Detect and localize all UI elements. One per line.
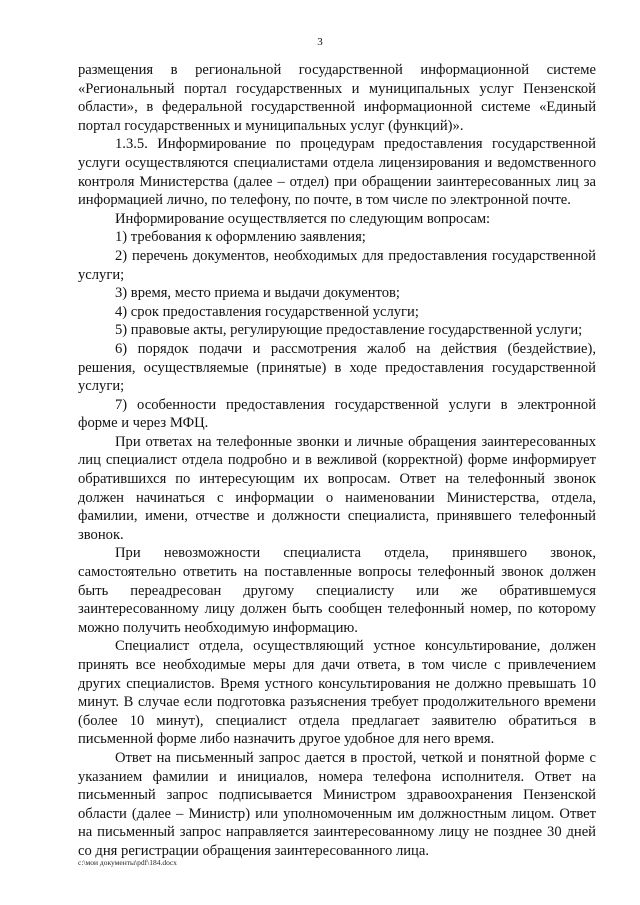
list-item-1: 1) требования к оформлению заявления;: [115, 229, 366, 246]
paragraph-redirect: При невозможности специалиста отдела, принявшего звонок, самостоятельно ответить на поставленные вопросы телефонный звонок должен быть переадресован другому специалисту или же обратившемуся заинтересованному лицу должен быть сообщен телефонный номер, по которому можно получить необходимую информацию.: [78, 545, 596, 636]
paragraph-questions-intro: Информирование осуществляется по следующим вопросам:: [115, 210, 491, 227]
list-item-5: 5) правовые акты, регулирующие предоставление государственной услуги;: [115, 322, 583, 339]
paragraph-phone-calls: При ответах на телефонные звонки и личные обращения заинтересованных лиц специалист отдела подробно и в вежливой (корректной) форме информирует обратившихся по интересующим их вопросам. Ответ на телефонный звонок должен начинаться с информации о наименовании Министерства, отдела, фамилии, имени, отчестве и должности специалиста, принявшего телефонный звонок.: [78, 433, 596, 543]
document-body: [78, 61, 596, 861]
paragraph-1-3-5: 1.3.5. Информирование по процедурам предоставления государственной услуги осуществляются специалистами отдела лицензирования и ведомственного контроля Министерства (далее – отдел) при обращении заинтересованных лиц за информацией лично, по телефону, по почте, в том числе по электронной почте.: [78, 136, 596, 209]
page-number: 3: [317, 36, 323, 48]
footer-file-path: с:\мои документы\pdf\184.docx: [78, 858, 177, 867]
paragraph-continuation: размещения в региональной государственной информационной системе «Региональный портал государственных и муниципальных услуг Пензенской области», в федеральной государственной информационной системе «Единый портал государственных и муниципальных услуг (функций)».: [78, 62, 596, 134]
paragraph-written-request: Ответ на письменный запрос дается в простой, четкой и понятной форме с указанием фамилии и инициалов, номера телефона исполнителя. Ответ на письменный запрос подписывается Министром здравоохранения Пензенской области (далее – Министр) или уполномоченным им должностным лицом. Ответ на письменный запрос направляется заинтересованному лицу не позднее 30 дней со дня регистрации обращения заинтересованного лица.: [78, 749, 596, 859]
list-item-7: 7) особенности предоставления государственной услуги в электронной форме и через МФЦ.: [78, 396, 596, 432]
list-item-3: 3) время, место приема и выдачи документов;: [115, 285, 400, 302]
list-item-2: 2) перечень документов, необходимых для предоставления государственной услуги;: [78, 247, 596, 283]
list-item-6: 6) порядок подачи и рассмотрения жалоб на действия (бездействие), решения, осуществляемые (принятые) в ходе предоставления государственной услуги;: [78, 340, 596, 395]
paragraph-oral-consultation: Специалист отдела, осуществляющий устное консультирование, должен принять все необходимые меры для дачи ответа, в том числе с привлечением других специалистов. Время устного консультирования не должно превышать 10 минут. В случае если подготовка разъяснения требует продолжительного времени (более 10 минут), специалист отдела предлагает заявителю обратиться в письменной форме либо назначить другое удобное для него время.: [78, 638, 596, 748]
list-item-4: 4) срок предоставления государственной услуги;: [115, 303, 419, 320]
